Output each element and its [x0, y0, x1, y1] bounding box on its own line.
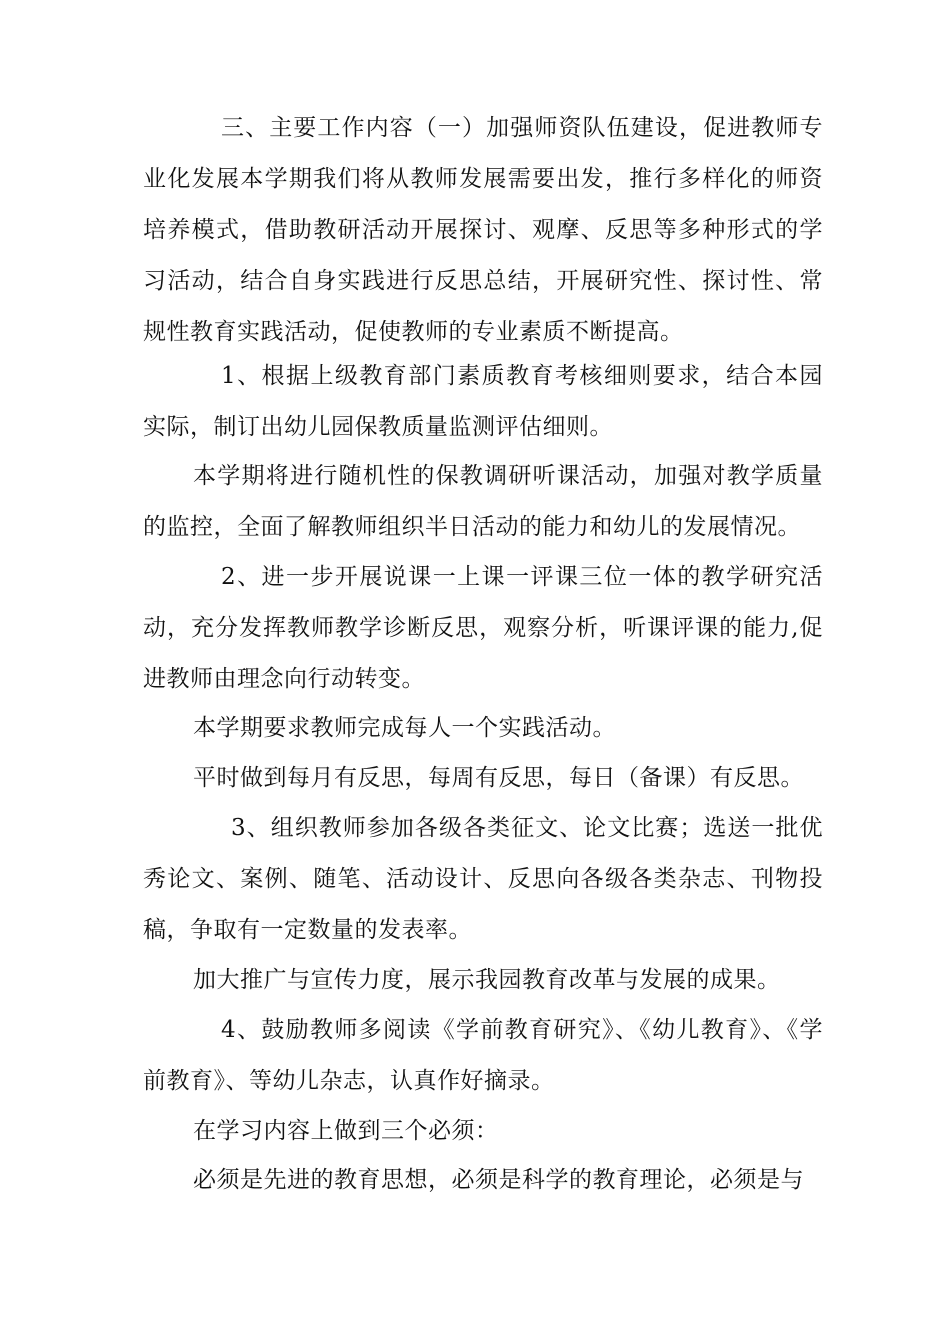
paragraph-item-1-detail: 本学期将进行随机性的保教调研听课活动，加强对教学质量的监控，全面了解教师组织半日活动的能力和幼儿的发展情况。	[143, 463, 823, 540]
paragraph-item-4: 4、鼓励教师多阅读《学前教育研究》、《幼儿教育》、《学前教育》、等幼儿杂志，认真作好摘录。	[143, 1017, 823, 1094]
paragraph-item-2-reflection: 平时做到每月有反思，每周有反思，每日（备课）有反思。	[193, 765, 804, 791]
paragraph-item-1: 1、根据上级教育部门素质教育考核细则要求，结合本园实际，制订出幼儿园保教质量监测评估细则。	[143, 363, 823, 440]
paragraph-item-4-musts: 在学习内容上做到三个必须：	[193, 1118, 499, 1144]
paragraph-item-3: 3、组织教师参加各级各类征文、论文比赛；选送一批优秀论文、案例、随笔、活动设计、反思向各级各类杂志、刊物投稿，争取有一定数量的发表率。	[143, 815, 823, 943]
paragraph-item-3-promotion: 加大推广与宣传力度，展示我园教育改革与发展的成果。	[193, 967, 781, 993]
paragraph-item-4-musts-detail: 必须是先进的教育思想，必须是科学的教育理论，必须是与	[193, 1167, 804, 1193]
paragraph-item-2: 2、进一步开展说课一上课一评课三位一体的教学研究活动，充分发挥教师教学诊断反思，观察分析，听课评课的能力,促进教师由理念向行动转变。	[143, 564, 823, 692]
paragraph-item-2-requirement: 本学期要求教师完成每人一个实践活动。	[193, 715, 616, 741]
paragraph-main-work: 三、主要工作内容（一）加强师资队伍建设，促进教师专业化发展本学期我们将从教师发展需要出发，推行多样化的师资培养模式，借助教研活动开展探讨、观摩、反思等多种形式的学习活动，结合自身实践进行反思总结，开展研究性、探讨性、常规性教育实践活动，促使教师的专业素质不断提高。	[143, 115, 823, 345]
